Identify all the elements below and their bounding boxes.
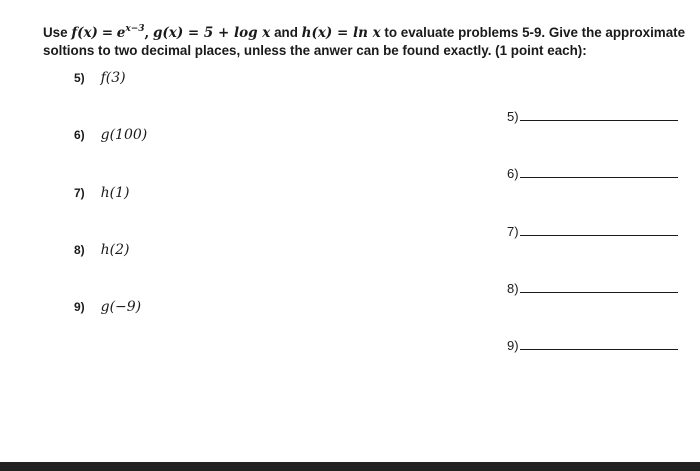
- answer-label: 8): [507, 281, 519, 296]
- h-function-definition: h(x) = ln x: [301, 25, 381, 41]
- instructions-line-1: [43, 24, 688, 42]
- problem-expression: g(100): [100, 127, 148, 143]
- problem-7: [74, 185, 129, 201]
- answer-line[interactable]: [520, 165, 678, 178]
- problem-expression: g(−9): [100, 299, 142, 315]
- answer-blank-5[interactable]: [507, 108, 678, 124]
- problem-number: 9): [74, 300, 85, 314]
- instructions-rest: to evaluate problems 5-9. Give the approximate: [384, 25, 686, 40]
- f-function-name: f(x): [71, 25, 98, 41]
- and-word: and: [274, 25, 298, 40]
- problem-number: 5): [74, 71, 85, 85]
- equals-sign: =: [101, 25, 113, 41]
- comma: ,: [144, 25, 150, 41]
- problem-number: 6): [74, 128, 85, 142]
- answer-blank-8[interactable]: [507, 280, 678, 296]
- instructions-line-2: soltions to two decimal places, unless the anwer can be found exactly. (1 point each):: [43, 43, 587, 58]
- use-word: Use: [43, 25, 68, 40]
- answer-line[interactable]: [520, 108, 678, 121]
- problem-expression: h(2): [100, 242, 130, 258]
- answer-label: 9): [507, 338, 519, 353]
- f-exponent: x−3: [125, 24, 145, 34]
- problem-expression: h(1): [100, 185, 130, 201]
- problem-9: [74, 299, 141, 315]
- answer-label: 6): [507, 166, 519, 181]
- answer-label: 7): [507, 224, 519, 239]
- problem-number: 8): [74, 243, 85, 257]
- problem-8: [74, 242, 129, 258]
- answer-blank-6[interactable]: [507, 165, 678, 181]
- answer-blank-9[interactable]: [507, 337, 678, 353]
- g-function-definition: g(x) = 5 + log x: [152, 25, 271, 41]
- answer-line[interactable]: [520, 337, 678, 350]
- problem-number: 7): [74, 186, 85, 200]
- instructions: [43, 24, 688, 60]
- f-base: e: [116, 25, 126, 41]
- answer-line[interactable]: [520, 280, 678, 293]
- problem-expression: f(3): [100, 70, 126, 86]
- f-function-body: [117, 25, 145, 41]
- problem-5: [74, 70, 126, 86]
- bottom-border-bar: [0, 462, 700, 471]
- answer-line[interactable]: [520, 223, 678, 236]
- answer-blank-7[interactable]: [507, 223, 678, 239]
- problem-6: [74, 127, 147, 143]
- answer-label: 5): [507, 109, 519, 124]
